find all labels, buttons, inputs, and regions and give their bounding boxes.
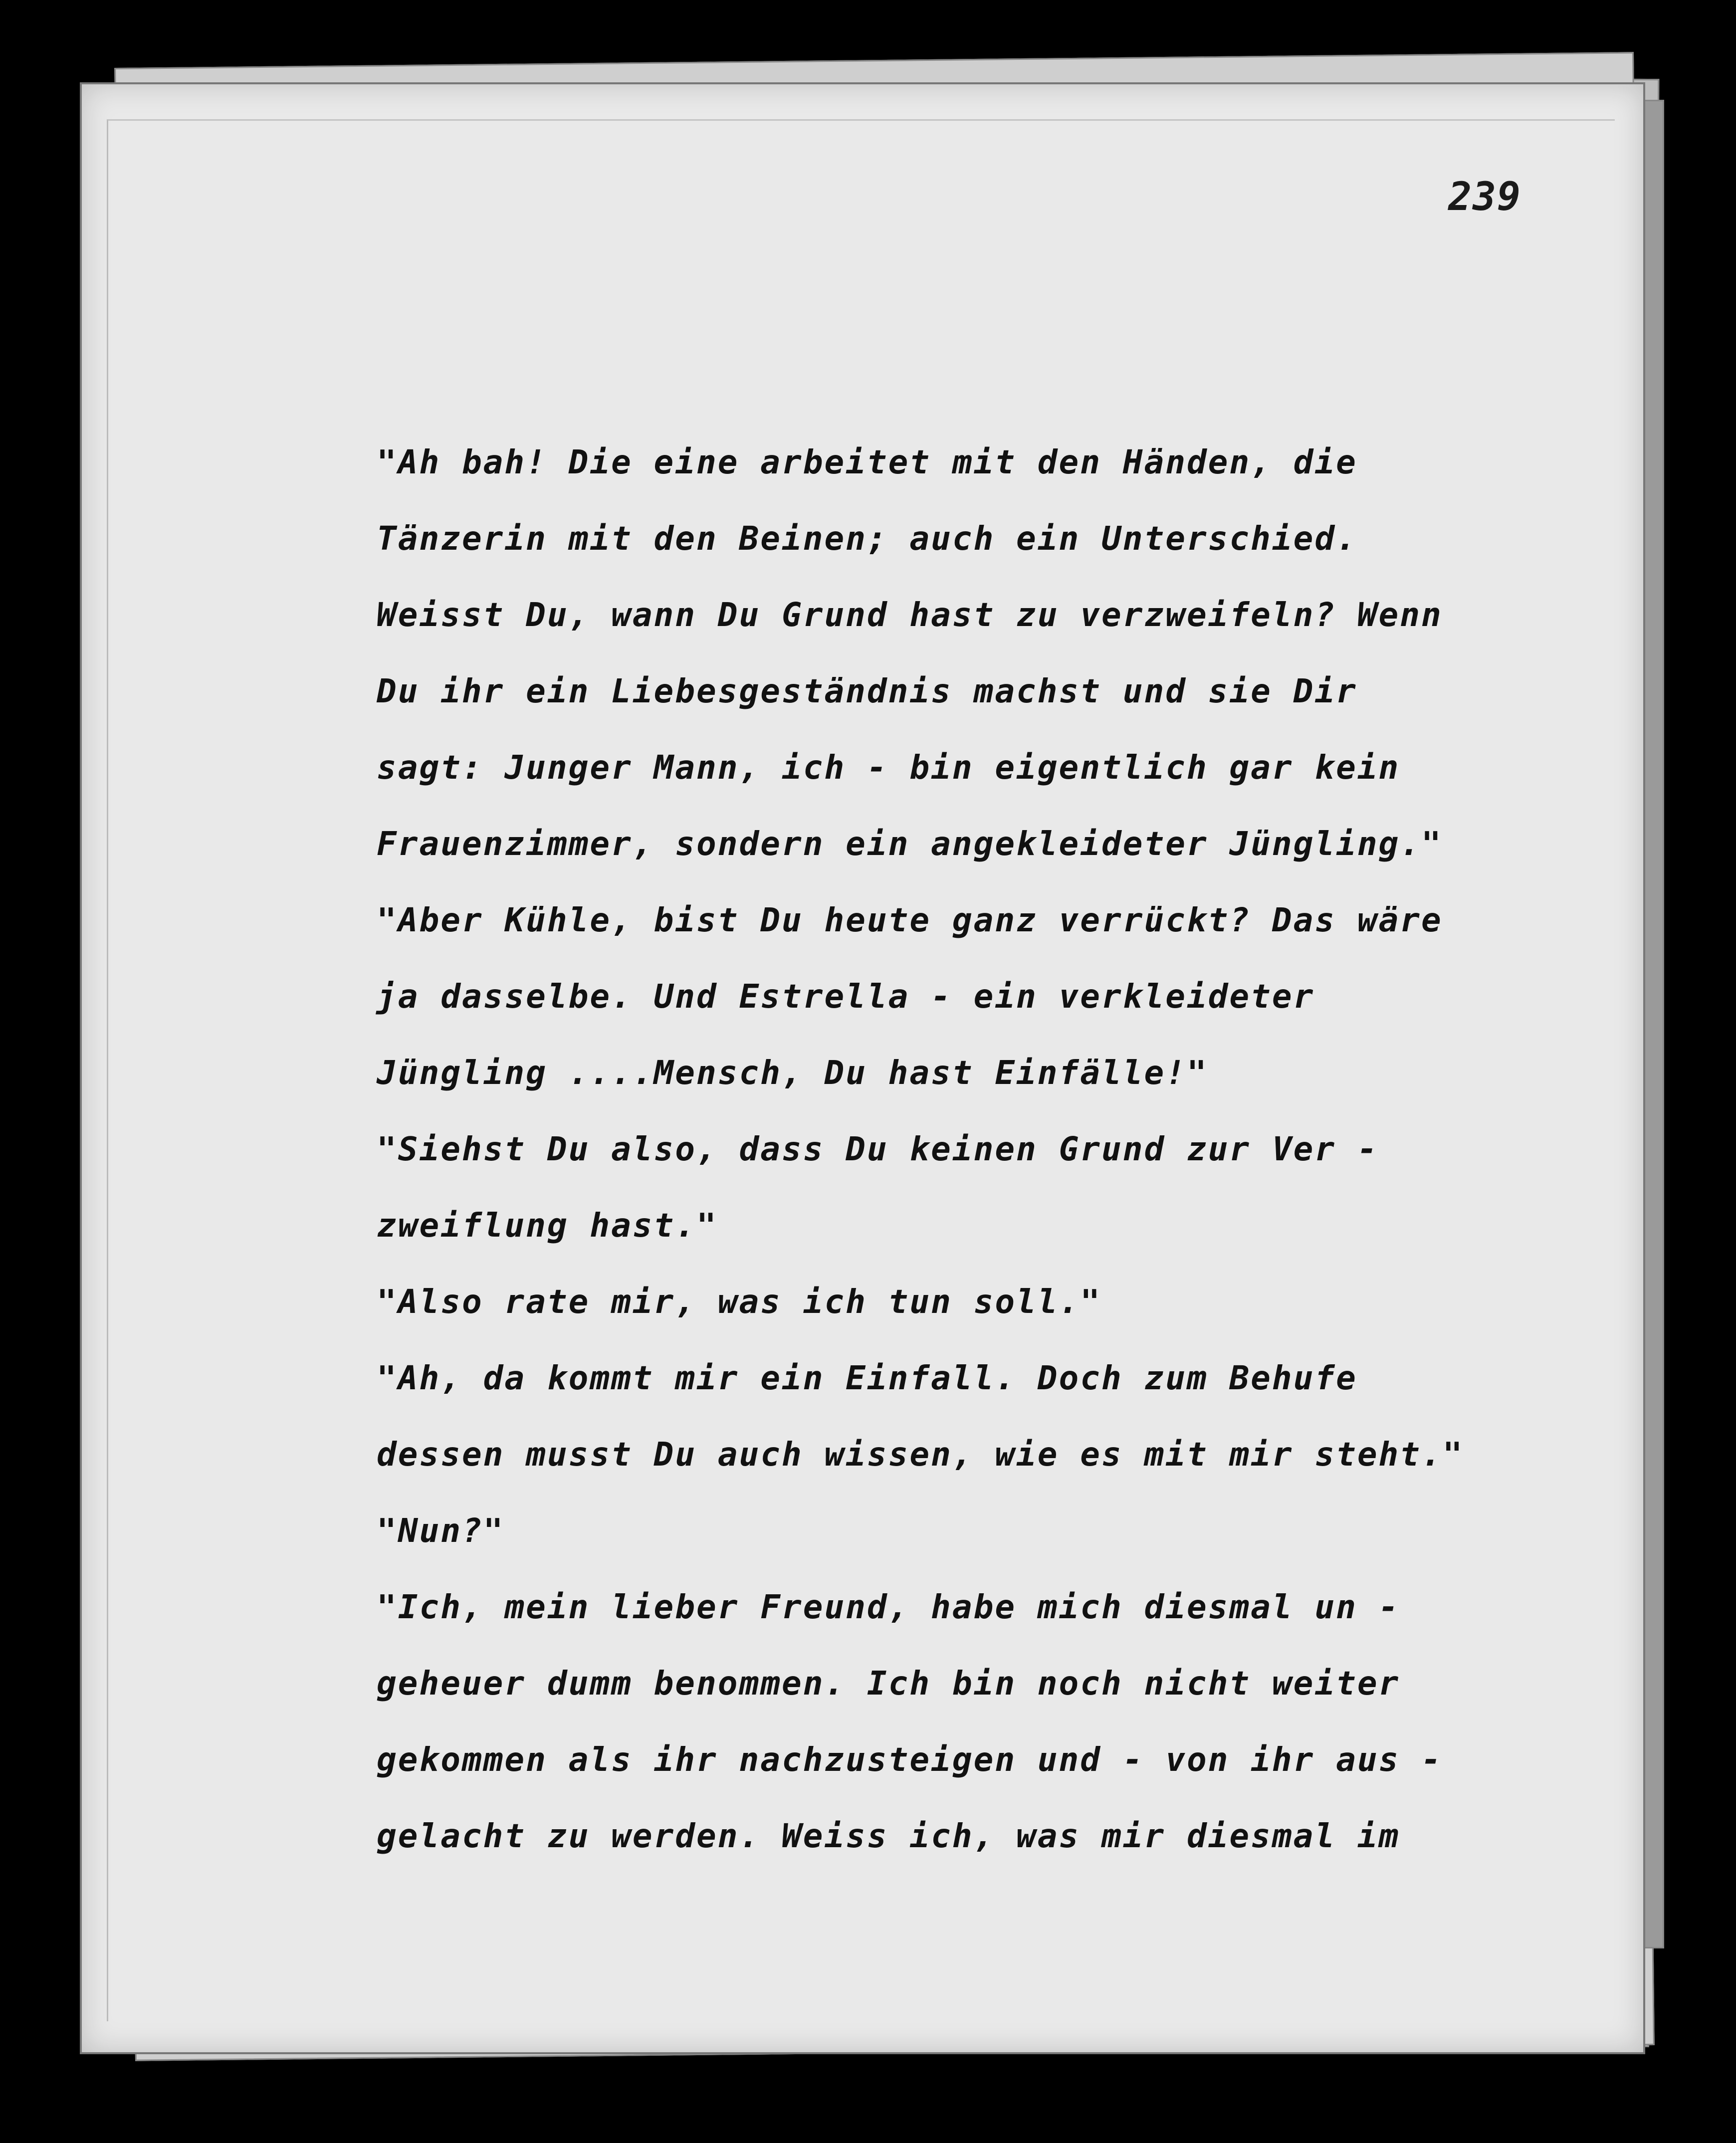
typewritten-body <box>377 424 1584 1874</box>
text-line: "Siehst Du also, dass Du keinen Grund zur Ver - <box>377 1130 1379 1168</box>
text-line: "Ah, da kommt mir ein Einfall. Doch zum Behufe <box>377 1359 1357 1397</box>
text-line: geheuer dumm benommen. Ich bin noch nicht weiter <box>377 1664 1400 1703</box>
text-line: "Aber Kühle, bist Du heute ganz verrückt? Das wäre <box>377 901 1443 939</box>
text-line: zweiflung hast." <box>377 1206 718 1245</box>
text-line: sagt: Junger Mann, ich - bin eigentlich gar kein <box>377 748 1400 787</box>
text-line: dessen musst Du auch wissen, wie es mit mir steht." <box>377 1435 1464 1474</box>
text-line: Tänzerin mit den Beinen; auch ein Unterschied. <box>377 519 1357 558</box>
page-number: 239 <box>1448 175 1521 219</box>
text-line: "Nun?" <box>377 1511 505 1550</box>
text-line: "Ah bah! Die eine arbeitet mit den Händen, die <box>377 443 1357 481</box>
text-line: Frauenzimmer, sondern ein angekleideter Jüngling." <box>377 825 1443 863</box>
text-line: "Also rate mir, was ich tun soll." <box>377 1283 1102 1321</box>
text-line: "Ich, mein lieber Freund, habe mich diesmal un - <box>377 1588 1400 1626</box>
text-line: ja dasselbe. Und Estrella - ein verkleideter <box>377 977 1315 1016</box>
text-line: Weisst Du, wann Du Grund hast zu verzweifeln? Wenn <box>377 596 1443 634</box>
text-line: gelacht zu werden. Weiss ich, was mir diesmal im <box>377 1817 1400 1855</box>
text-line: Jüngling ....Mensch, Du hast Einfälle!" <box>377 1054 1208 1092</box>
text-line: gekommen als ihr nachzusteigen und - von ihr aus - <box>377 1740 1443 1779</box>
text-line: Du ihr ein Liebesgeständnis machst und sie Dir <box>377 672 1357 710</box>
